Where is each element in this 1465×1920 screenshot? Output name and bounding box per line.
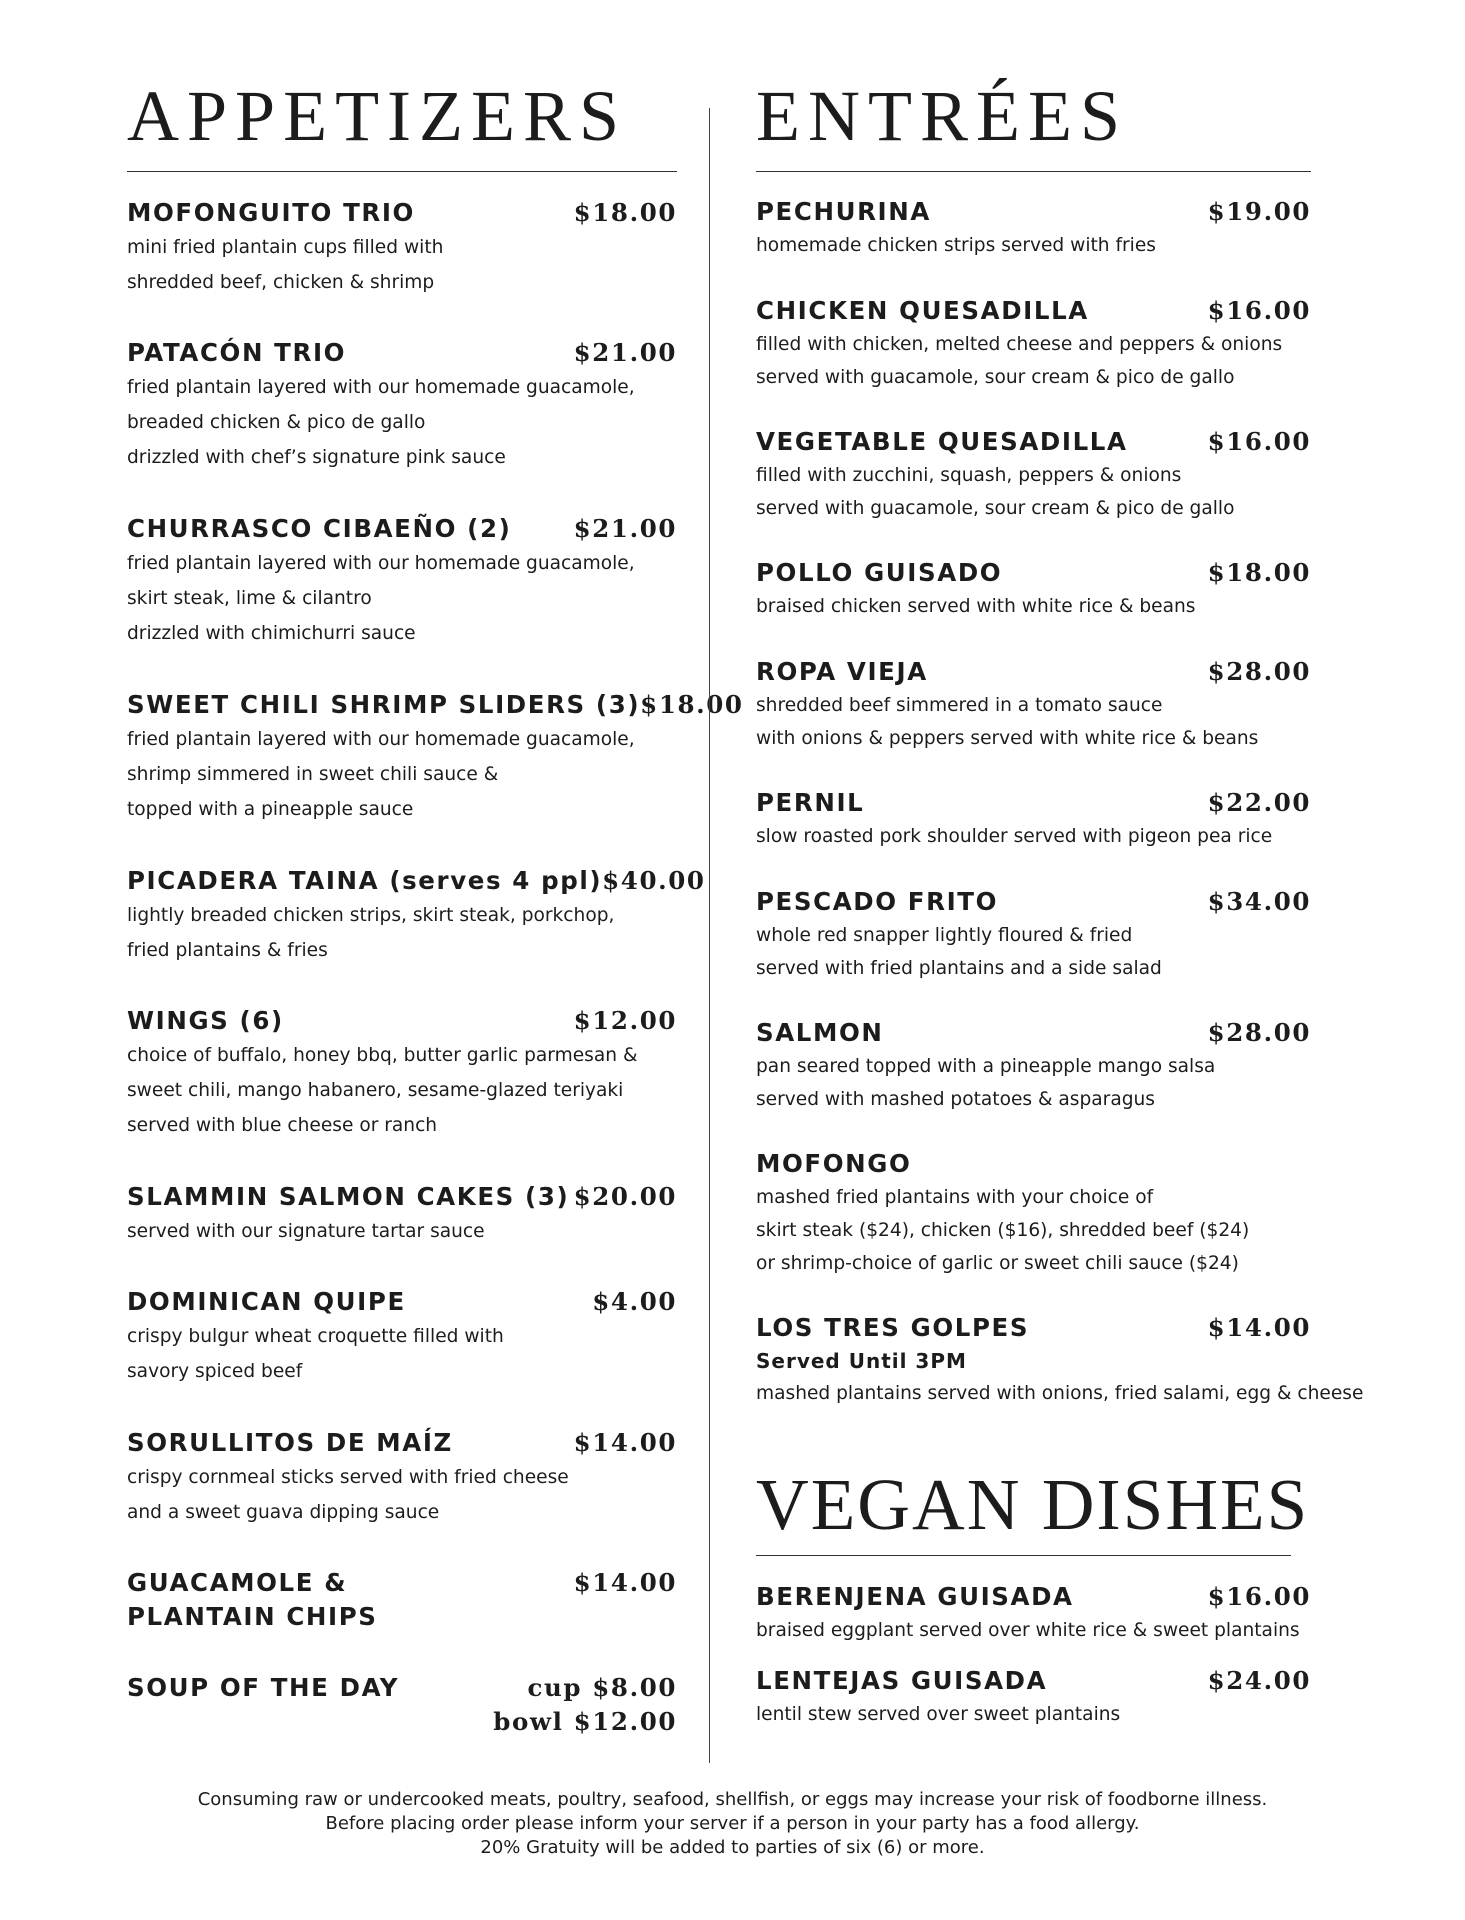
item-desc: fried plantain layered with our homemade guacamole, [127, 377, 635, 398]
menu-item [127, 1566, 677, 1634]
item-price: $21.00 [573, 338, 677, 367]
item-name: VEGETABLE QUESADILLA [756, 427, 1128, 456]
item-name: DOMINICAN QUIPE [127, 1287, 406, 1316]
item-desc: or shrimp-choice of garlic or sweet chili sauce ($24) [756, 1253, 1239, 1274]
item-name: SWEET CHILI SHRIMP SLIDERS (3) [127, 690, 641, 719]
item-name: ROPA VIEJA [756, 657, 928, 686]
item-price: $21.00 [573, 514, 677, 543]
item-desc: breaded chicken & pico de gallo [127, 412, 426, 433]
footer-line: Before placing order please inform your server if a person in your party has a food allergy. [325, 1813, 1140, 1834]
item-name: PECHURINA [756, 197, 931, 226]
item-name: SOUP OF THE DAY [127, 1673, 400, 1702]
item-desc: braised eggplant served over white rice & sweet plantains [756, 1620, 1300, 1641]
item-desc: whole red snapper lightly floured & fried [756, 925, 1133, 946]
item-price: $19.00 [1207, 197, 1311, 226]
menu-item [756, 195, 1311, 262]
menu-item [756, 885, 1311, 985]
item-name: PESCADO FRITO [756, 887, 999, 916]
item-desc: shrimp simmered in sweet chili sauce & [127, 764, 499, 785]
item-name: MOFONGUITO TRIO [127, 198, 415, 227]
menu-item [756, 1311, 1364, 1410]
item-desc: shredded beef, chicken & shrimp [127, 272, 435, 293]
item-price: $12.00 [573, 1006, 677, 1035]
menu-item [756, 425, 1311, 525]
menu-item [127, 1426, 677, 1530]
item-price: $24.00 [1207, 1666, 1311, 1695]
item-price: $28.00 [1207, 657, 1311, 686]
item-name: PICADERA TAINA (serves 4 ppl) [127, 866, 603, 895]
item-name: CHURRASCO CIBAEÑO (2) [127, 514, 512, 543]
menu-item [127, 336, 677, 475]
item-desc: topped with a pineapple sauce [127, 799, 414, 820]
price-bowl: bowl $12.00 [493, 1707, 677, 1736]
item-desc: choice of buffalo, honey bbq, butter garlic parmesan & [127, 1045, 638, 1066]
vegan-rule [756, 1555, 1291, 1556]
item-desc: mini fried plantain cups filled with [127, 237, 444, 258]
menu-item [756, 294, 1311, 394]
vegan-title: VEGAN DISHES [756, 1464, 1310, 1545]
item-desc: filled with chicken, melted cheese and peppers & onions [756, 334, 1283, 355]
item-price: $20.00 [573, 1182, 677, 1211]
menu-item [756, 786, 1311, 853]
item-desc: savory spiced beef [127, 1361, 303, 1382]
item-desc: served with our signature tartar sauce [127, 1221, 485, 1242]
item-desc: sweet chili, mango habanero, sesame-glazed teriyaki [127, 1080, 624, 1101]
menu-item [756, 1580, 1311, 1647]
item-price: $18.00 [1207, 558, 1311, 587]
item-name: SALMON [756, 1018, 884, 1047]
item-price: $14.00 [1207, 1313, 1311, 1342]
item-desc: homemade chicken strips served with fries [756, 235, 1156, 256]
item-desc: served with fried plantains and a side salad [756, 958, 1162, 979]
item-note: Served Until 3PM [756, 1349, 967, 1373]
item-name: MOFONGO [756, 1149, 912, 1178]
item-desc: lightly breaded chicken strips, skirt steak, porkchop, [127, 905, 615, 926]
item-name [127, 1566, 378, 1634]
menu-item [756, 655, 1311, 755]
item-name-line: PLANTAIN CHIPS [127, 1602, 378, 1631]
item-price: $18.00 [640, 690, 744, 719]
item-desc: fried plantain layered with our homemade guacamole, [127, 553, 635, 574]
item-price: $40.00 [602, 866, 706, 895]
item-desc: served with blue cheese or ranch [127, 1115, 438, 1136]
column-divider [709, 108, 710, 1763]
item-price [493, 1671, 677, 1739]
menu-item [127, 864, 706, 968]
item-price: $4.00 [592, 1287, 677, 1316]
item-desc: drizzled with chef’s signature pink sauce [127, 447, 506, 468]
item-name: WINGS (6) [127, 1006, 284, 1035]
footer-disclaimer [0, 1788, 1465, 1860]
item-desc: lentil stew served over sweet plantains [756, 1704, 1121, 1725]
item-price: $22.00 [1207, 788, 1311, 817]
menu-item [756, 556, 1311, 623]
entrees-title: ENTRÉES [756, 76, 1128, 156]
menu-item [127, 1004, 677, 1143]
item-price: $16.00 [1207, 1582, 1311, 1611]
entrees-rule [756, 171, 1311, 172]
item-price: $16.00 [1207, 427, 1311, 456]
item-desc: fried plantain layered with our homemade guacamole, [127, 729, 635, 750]
menu-item [127, 1285, 677, 1389]
item-desc: drizzled with chimichurri sauce [127, 623, 416, 644]
item-name: CHICKEN QUESADILLA [756, 296, 1089, 325]
item-desc: crispy cornmeal sticks served with fried cheese [127, 1467, 569, 1488]
item-name-line: GUACAMOLE & [127, 1568, 348, 1597]
item-desc: shredded beef simmered in a tomato sauce [756, 695, 1163, 716]
menu-item [756, 1664, 1311, 1731]
item-desc: served with mashed potatoes & asparagus [756, 1089, 1155, 1110]
item-name: LOS TRES GOLPES [756, 1313, 1030, 1342]
item-desc: braised chicken served with white rice & beans [756, 596, 1196, 617]
menu-item [127, 1180, 677, 1249]
item-desc: served with guacamole, sour cream & pico de gallo [756, 498, 1235, 519]
item-desc: mashed plantains served with onions, fried salami, egg & cheese [756, 1383, 1364, 1404]
item-desc: with onions & peppers served with white rice & beans [756, 728, 1259, 749]
item-name: POLLO GUISADO [756, 558, 1003, 587]
appetizers-title: APPETIZERS [127, 76, 628, 156]
menu-item [127, 512, 677, 651]
item-price: $16.00 [1207, 296, 1311, 325]
appetizers-rule [127, 171, 677, 172]
item-desc: and a sweet guava dipping sauce [127, 1502, 440, 1523]
item-price: $14.00 [573, 1428, 677, 1457]
item-desc: filled with zucchini, squash, peppers & onions [756, 465, 1182, 486]
item-desc: skirt steak ($24), chicken ($16), shredded beef ($24) [756, 1220, 1250, 1241]
item-name: SLAMMIN SALMON CAKES (3) [127, 1182, 570, 1211]
item-price: $14.00 [573, 1568, 677, 1597]
item-desc: skirt steak, lime & cilantro [127, 588, 372, 609]
footer-line: Consuming raw or undercooked meats, poultry, seafood, shellfish, or eggs may increase your risk of foodborne illness. [197, 1789, 1268, 1810]
item-price: $18.00 [573, 198, 677, 227]
menu-item [756, 1016, 1311, 1116]
item-name: PERNIL [756, 788, 865, 817]
price-cup: cup $8.00 [527, 1673, 677, 1702]
item-desc: crispy bulgur wheat croquette filled with [127, 1326, 504, 1347]
menu-item [756, 1147, 1311, 1280]
item-price: $34.00 [1207, 887, 1311, 916]
item-desc: mashed fried plantains with your choice of [756, 1187, 1154, 1208]
item-name: PATACÓN TRIO [127, 338, 347, 367]
menu-item [127, 196, 677, 300]
item-price: $28.00 [1207, 1018, 1311, 1047]
item-desc: fried plantains & fries [127, 940, 328, 961]
menu-item [127, 688, 744, 827]
menu-item [127, 1671, 677, 1739]
item-desc: served with guacamole, sour cream & pico de gallo [756, 367, 1235, 388]
item-desc: slow roasted pork shoulder served with pigeon pea rice [756, 826, 1273, 847]
item-name: LENTEJAS GUISADA [756, 1666, 1048, 1695]
item-name: BERENJENA GUISADA [756, 1582, 1074, 1611]
footer-line: 20% Gratuity will be added to parties of six (6) or more. [480, 1837, 985, 1858]
item-name: SORULLITOS DE MAÍZ [127, 1428, 453, 1457]
item-desc: pan seared topped with a pineapple mango salsa [756, 1056, 1216, 1077]
